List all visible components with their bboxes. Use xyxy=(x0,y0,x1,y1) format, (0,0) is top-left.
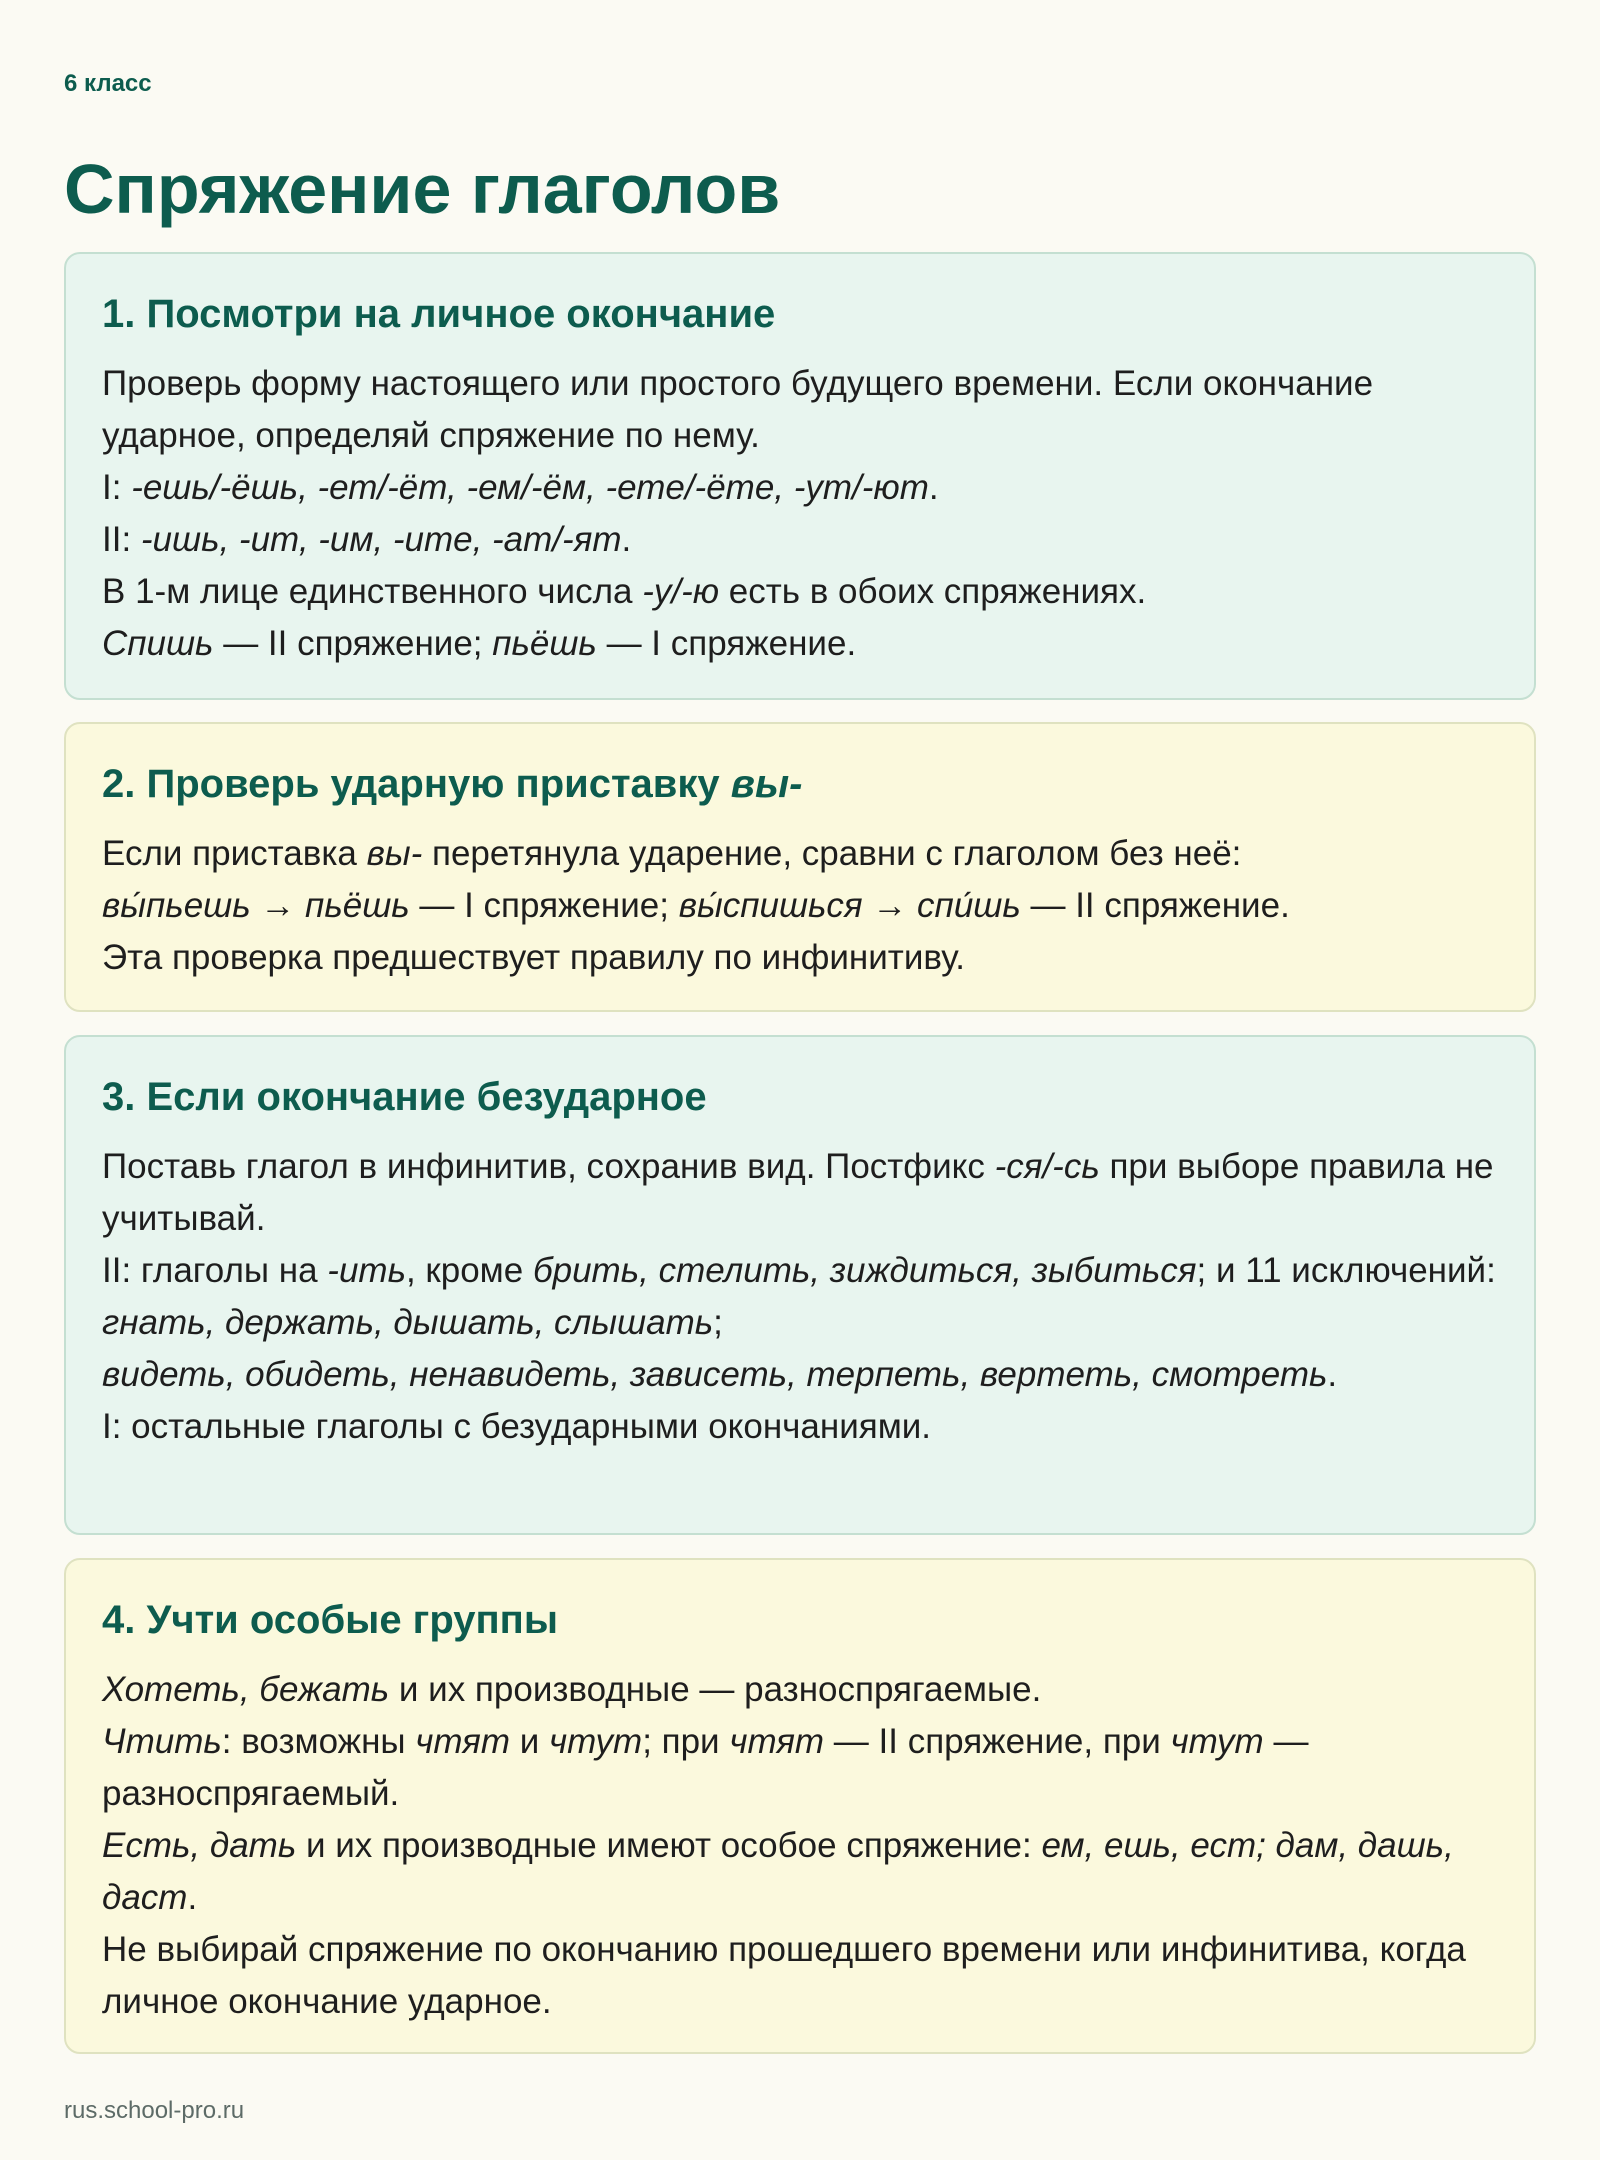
rule-card-4 xyxy=(64,1558,1536,2054)
conjugation-2-rule: II: глаголы на -ить, кроме брить, стелить, зиждиться, зыбиться; и 11 исключений: xyxy=(102,1251,1496,1290)
card-4-line-4: Не выбирай спряжение по окончанию прошедшего времени или инфинитива, когда личное окончание ударное. xyxy=(102,1930,1466,2021)
conjugation-1-endings: I: -ешь/-ёшь, -ет/-ёт, -ем/-ём, -ете/-ёте, -ут/-ют. xyxy=(102,468,939,507)
card-4-body xyxy=(102,1664,1500,2028)
site-url: rus.school-pro.ru xyxy=(64,2097,245,2124)
card-1-title: 1. Посмотри на личное окончание xyxy=(102,292,776,336)
rule-card-2 xyxy=(64,722,1536,1012)
card-4-line-2: Чтить: возможны чтят и чтут; при чтят — II спряжение, при чтут — разноспрягаемый. xyxy=(102,1722,1309,1813)
card-1-text: Проверь форму настоящего или простого будущего времени. Если окончание ударное, определяй спряжение по нему. xyxy=(102,364,1374,455)
card-3-text: Поставь глагол в инфинитив, сохранив вид. Постфикс -ся/-сь при выборе правила не учитывай. xyxy=(102,1147,1494,1238)
exceptions-line-2: видеть, обидеть, ненавидеть, зависеть, терпеть, вертеть, смотреть. xyxy=(102,1355,1338,1394)
exceptions-line-1: гнать, держать, дышать, слышать; xyxy=(102,1303,723,1342)
card-4-title: 4. Учти особые группы xyxy=(102,1598,558,1642)
rule-card-1 xyxy=(64,252,1536,700)
card-3-body xyxy=(102,1141,1500,1453)
card-4-line-3: Есть, дать и их производные имеют особое спряжение: ем, ешь, ест; дам, дашь, даст. xyxy=(102,1826,1454,1917)
card-1-example: Спишь — II спряжение; пьёшь — I спряжение. xyxy=(102,624,857,663)
card-3-title: 3. Если окончание безударное xyxy=(102,1075,707,1119)
card-2-title: 2. Проверь ударную приставку вы- xyxy=(102,762,803,806)
conjugation-2-endings: II: -ишь, -ит, -им, -ите, -ат/-ят. xyxy=(102,520,632,559)
grade-label: 6 класс xyxy=(64,70,152,97)
card-1-note: В 1-м лице единственного числа -у/-ю есть в обоих спряжениях. xyxy=(102,572,1147,611)
card-1-body xyxy=(102,358,1500,670)
card-2-text: Если приставка вы- перетянула ударение, сравни с глаголом без неё: xyxy=(102,834,1242,873)
card-2-note: Эта проверка предшествует правилу по инфинитиву. xyxy=(102,938,965,977)
card-2-body xyxy=(102,828,1500,984)
card-2-example: вы́пьешь → пьёшь — I спряжение; вы́спишься → спи́шь — II спряжение. xyxy=(102,886,1290,925)
page-title: Спряжение глаголов xyxy=(64,150,781,228)
rule-card-3 xyxy=(64,1035,1536,1535)
conjugation-1-rule: I: остальные глаголы с безударными окончаниями. xyxy=(102,1407,932,1446)
card-4-line-1: Хотеть, бежать и их производные — разноспрягаемые. xyxy=(102,1670,1042,1709)
